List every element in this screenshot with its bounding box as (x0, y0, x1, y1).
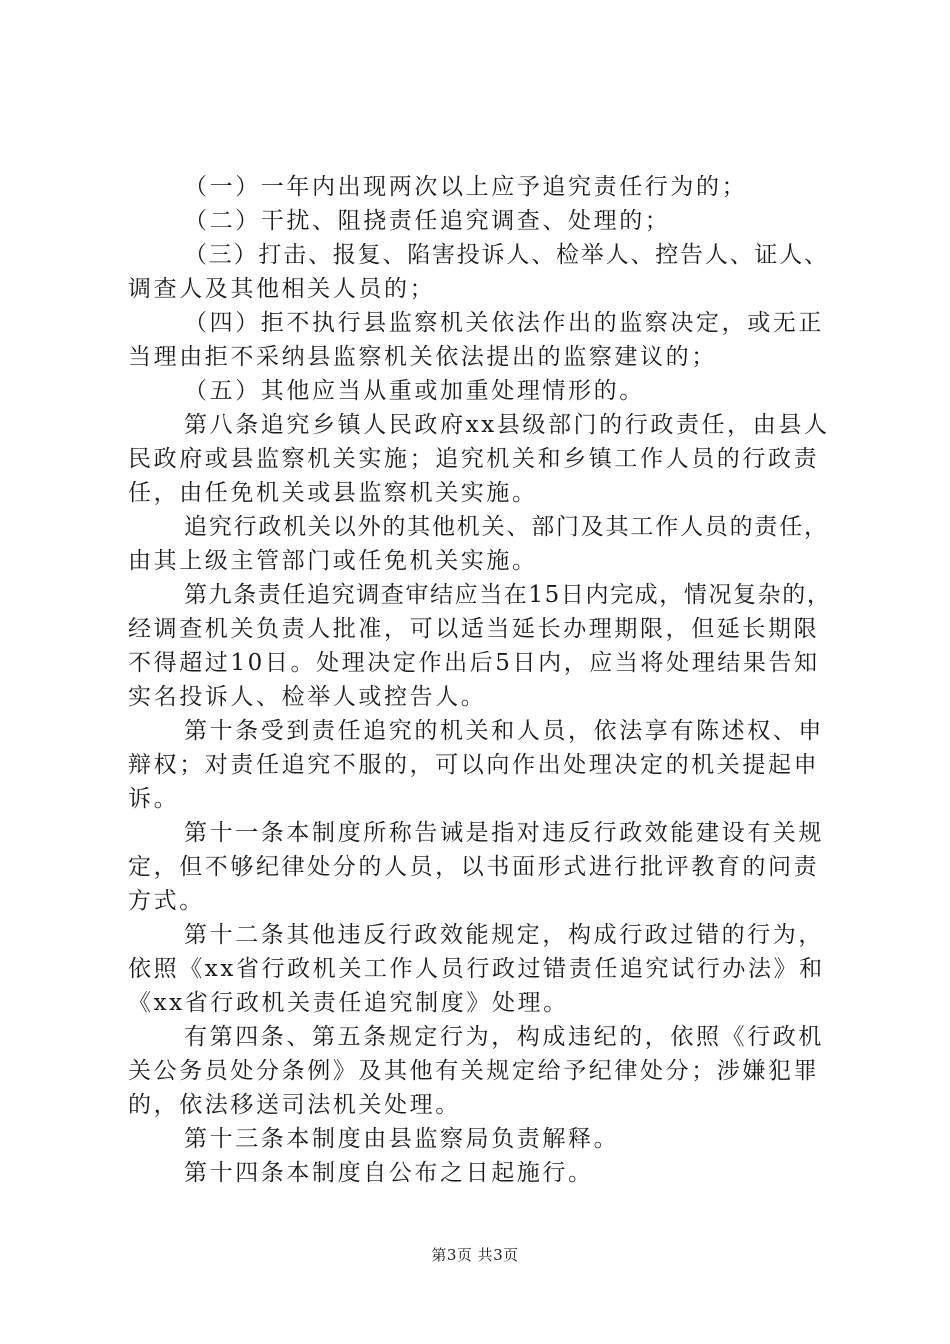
text-line: 辩权；对责任追究不服的，可以向作出处理决定的机关提起申 (128, 752, 820, 778)
text-line: （一）一年内出现两次以上应予追究责任行为的； (184, 174, 748, 200)
page-footer: 第3页 共3页 (431, 1246, 519, 1264)
text-line: 第九条责任追究调查审结应当在15日内完成，情况复杂的， (184, 582, 832, 608)
text-line: 第十二条其他违反行政效能规定，构成行政过错的行为， (184, 922, 824, 948)
document-body (128, 170, 833, 1190)
text-line: （三）打击、报复、陷害投诉人、检举人、控告人、证人、 (184, 242, 829, 268)
text-line: （四）拒不执行县监察机关依法作出的监察决定，或无正 (184, 310, 824, 336)
text-line: 第十一条本制度所称告诫是指对违反行政效能建设有关规 (184, 820, 824, 846)
text-line: 任，由任免机关或县监察机关实施。 (128, 480, 538, 506)
text-line: 由其上级主管部门或任免机关实施。 (128, 548, 538, 574)
text-line: 第八条追究乡镇人民政府xx县级部门的行政责任，由县人 (184, 412, 830, 438)
text-line: 第十三条本制度由县监察局负责解释。 (184, 1126, 620, 1152)
text-line: 调查人及其他相关人员的； (128, 276, 436, 302)
text-line: 实名投诉人、检举人或控告人。 (128, 684, 487, 710)
text-line: 方式。 (128, 888, 205, 914)
text-line: （五）其他应当从重或加重处理情形的。 (184, 378, 645, 404)
text-line: 第十四条本制度自公布之日起施行。 (184, 1160, 594, 1186)
text-line: 的，依法移送司法机关处理。 (128, 1092, 461, 1118)
text-line: 《xx省行政机关责任追究制度》处理。 (128, 990, 569, 1016)
text-line: 诉。 (128, 786, 180, 812)
text-line: 经调查机关负责人批准，可以适当延长办理期限，但延长期限 (128, 616, 820, 642)
text-line: 有第四条、第五条规定行为，构成违纪的，依照《行政机 (184, 1024, 824, 1050)
text-line: 第十条受到责任追究的机关和人员，依法享有陈述权、申 (184, 718, 824, 744)
text-line: 当理由拒不采纳县监察机关依法提出的监察建议的； (128, 344, 717, 370)
text-line: 民政府或县监察机关实施；追究机关和乡镇工作人员的行政责 (128, 446, 820, 472)
text-line: 不得超过10日。处理决定作出后5日内，应当将处理结果告知 (128, 650, 820, 676)
text-line: 关公务员处分条例》及其他有关规定给予纪律处分；涉嫌犯罪 (128, 1058, 820, 1084)
text-line: 依照《xx省行政机关工作人员行政过错责任追究试行办法》和 (128, 956, 825, 982)
text-line: 定，但不够纪律处分的人员，以书面形式进行批评教育的问责 (128, 854, 820, 880)
text-line: 追究行政机关以外的其他机关、部门及其工作人员的责任， (184, 514, 829, 540)
text-line: （二）干扰、阻挠责任追究调查、处理的； (184, 208, 671, 234)
